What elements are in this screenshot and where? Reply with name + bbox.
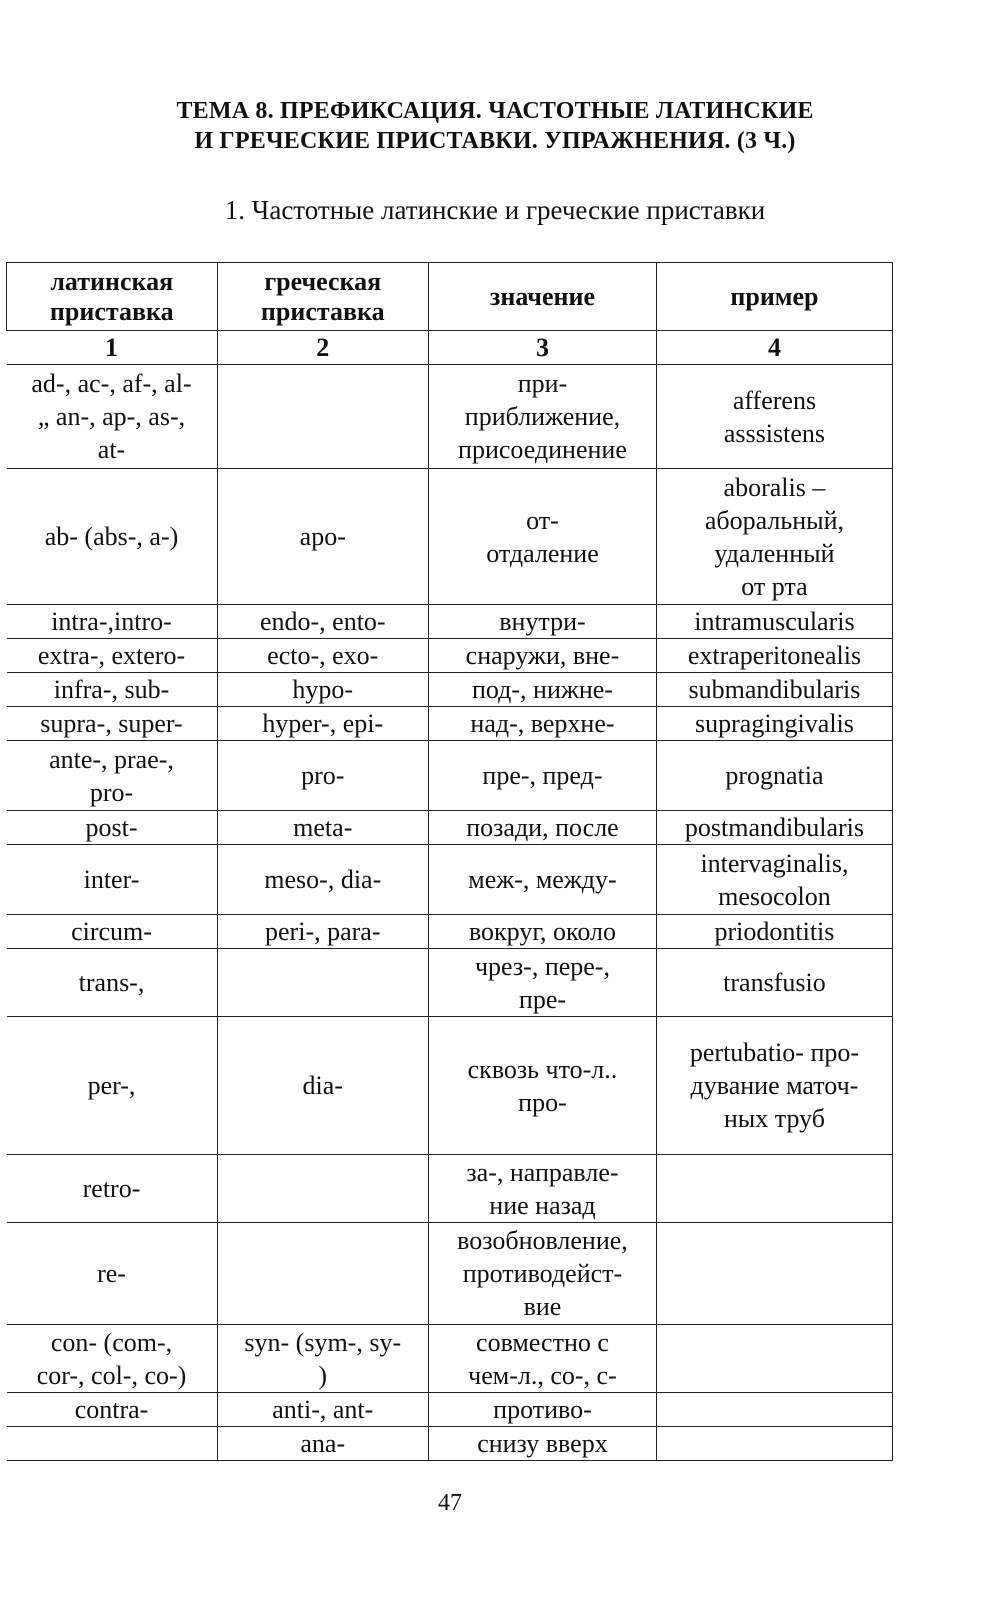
greek-prefix-cell bbox=[217, 1155, 429, 1223]
example-cell: extraperitonealis bbox=[656, 639, 892, 673]
meaning-cell: сквозь что-л.. про- bbox=[429, 1017, 657, 1155]
table-row bbox=[7, 1325, 893, 1393]
greek-prefix-cell: hyper-, epi- bbox=[217, 707, 429, 741]
meaning-cell: пре-, пред- bbox=[429, 741, 657, 811]
header-row bbox=[7, 263, 893, 331]
table-row bbox=[7, 1427, 893, 1461]
title-line-1: ТЕМА 8. ПРЕФИКСАЦИЯ. ЧАСТОТНЫЕ ЛАТИНСКИЕ bbox=[176, 98, 814, 124]
latin-prefix-cell: per-, bbox=[7, 1017, 218, 1155]
meaning-cell: при- приближение, присоединение bbox=[429, 365, 657, 469]
table-row bbox=[7, 845, 893, 915]
table-row bbox=[7, 1017, 893, 1155]
header-meaning: значение bbox=[429, 263, 657, 331]
column-number-1: 1 bbox=[7, 331, 218, 365]
greek-prefix-cell: meta- bbox=[217, 811, 429, 845]
latin-prefix-cell: trans-, bbox=[7, 949, 218, 1017]
table-row bbox=[7, 605, 893, 639]
table-row bbox=[7, 639, 893, 673]
table-row bbox=[7, 915, 893, 949]
greek-prefix-cell: anti-, ant- bbox=[217, 1393, 429, 1427]
meaning-cell: меж-, между- bbox=[429, 845, 657, 915]
meaning-cell: совместно с чем-л., со-, с- bbox=[429, 1325, 657, 1393]
column-number-3: 3 bbox=[429, 331, 657, 365]
table-row bbox=[7, 1223, 893, 1325]
table-row bbox=[7, 949, 893, 1017]
example-cell: prognatia bbox=[656, 741, 892, 811]
meaning-cell: снизу вверх bbox=[429, 1427, 657, 1461]
page-number: 47 bbox=[438, 1490, 462, 1516]
greek-prefix-cell bbox=[217, 949, 429, 1017]
column-number-2: 2 bbox=[217, 331, 429, 365]
meaning-cell: чрез-, пере-, пре- bbox=[429, 949, 657, 1017]
meaning-cell: вокруг, около bbox=[429, 915, 657, 949]
example-cell bbox=[656, 1155, 892, 1223]
meaning-cell: возобновление, противодейст- вие bbox=[429, 1223, 657, 1325]
example-cell: supragingivalis bbox=[656, 707, 892, 741]
latin-prefix-cell: extra-, extero- bbox=[7, 639, 218, 673]
latin-prefix-cell: re- bbox=[7, 1223, 218, 1325]
page-title bbox=[0, 96, 990, 156]
greek-prefix-cell: ecto-, exo- bbox=[217, 639, 429, 673]
table-row bbox=[7, 365, 893, 469]
header-greek-prefix: греческая приставка bbox=[217, 263, 429, 331]
example-cell: intervaginalis, mesocolon bbox=[656, 845, 892, 915]
column-number-4: 4 bbox=[656, 331, 892, 365]
greek-prefix-cell: dia- bbox=[217, 1017, 429, 1155]
latin-prefix-cell: retro- bbox=[7, 1155, 218, 1223]
greek-prefix-cell: meso-, dia- bbox=[217, 845, 429, 915]
example-cell bbox=[656, 1223, 892, 1325]
meaning-cell: снаружи, вне- bbox=[429, 639, 657, 673]
greek-prefix-cell: endo-, ento- bbox=[217, 605, 429, 639]
meaning-cell: позади, после bbox=[429, 811, 657, 845]
prefix-table bbox=[6, 262, 893, 1461]
example-cell: submandibularis bbox=[656, 673, 892, 707]
latin-prefix-cell: ab- (abs-, a-) bbox=[7, 469, 218, 605]
greek-prefix-cell: ana- bbox=[217, 1427, 429, 1461]
latin-prefix-cell: contra- bbox=[7, 1393, 218, 1427]
greek-prefix-cell bbox=[217, 1223, 429, 1325]
meaning-cell: над-, верхне- bbox=[429, 707, 657, 741]
example-cell: priodontitis bbox=[656, 915, 892, 949]
column-numbers-row bbox=[7, 331, 893, 365]
latin-prefix-cell: post- bbox=[7, 811, 218, 845]
greek-prefix-cell bbox=[217, 365, 429, 469]
latin-prefix-cell: intra-,intro- bbox=[7, 605, 218, 639]
latin-prefix-cell: circum- bbox=[7, 915, 218, 949]
example-cell: transfusio bbox=[656, 949, 892, 1017]
example-cell bbox=[656, 1393, 892, 1427]
table-row bbox=[7, 469, 893, 605]
latin-prefix-cell bbox=[7, 1427, 218, 1461]
meaning-cell: внутри- bbox=[429, 605, 657, 639]
example-cell bbox=[656, 1325, 892, 1393]
header-latin-prefix: латинская приставка bbox=[7, 263, 218, 331]
latin-prefix-cell: ad-, ac-, af-, al- „ an-, ap-, as-, at- bbox=[7, 365, 218, 469]
latin-prefix-cell: inter- bbox=[7, 845, 218, 915]
table-row bbox=[7, 811, 893, 845]
latin-prefix-cell: con- (com-, cor-, col-, co-) bbox=[7, 1325, 218, 1393]
greek-prefix-cell: syn- (sym-, sy- ) bbox=[217, 1325, 429, 1393]
greek-prefix-cell: hypo- bbox=[217, 673, 429, 707]
example-cell bbox=[656, 1427, 892, 1461]
title-line-2: И ГРЕЧЕСКИЕ ПРИСТАВКИ. УПРАЖНЕНИЯ. (3 Ч.) bbox=[194, 128, 796, 154]
table-row bbox=[7, 673, 893, 707]
example-cell: intramuscularis bbox=[656, 605, 892, 639]
meaning-cell: противо- bbox=[429, 1393, 657, 1427]
meaning-cell: под-, нижне- bbox=[429, 673, 657, 707]
table-row bbox=[7, 1393, 893, 1427]
meaning-cell: от- отдаление bbox=[429, 469, 657, 605]
section-subtitle: 1. Частотные латинские и греческие приставки bbox=[224, 195, 766, 225]
greek-prefix-cell: pro- bbox=[217, 741, 429, 811]
header-example: пример bbox=[656, 263, 892, 331]
example-cell: postmandibularis bbox=[656, 811, 892, 845]
example-cell: afferens asssistens bbox=[656, 365, 892, 469]
table-row bbox=[7, 1155, 893, 1223]
example-cell: pertubatio- про- дувание маточ- ных труб bbox=[656, 1017, 892, 1155]
latin-prefix-cell: supra-, super- bbox=[7, 707, 218, 741]
example-cell: aboralis – аборальный, удаленный от рта bbox=[656, 469, 892, 605]
greek-prefix-cell: apo- bbox=[217, 469, 429, 605]
table-row bbox=[7, 707, 893, 741]
meaning-cell: за-, направле- ние назад bbox=[429, 1155, 657, 1223]
table-row bbox=[7, 741, 893, 811]
latin-prefix-cell: ante-, prae-, pro- bbox=[7, 741, 218, 811]
greek-prefix-cell: peri-, para- bbox=[217, 915, 429, 949]
latin-prefix-cell: infra-, sub- bbox=[7, 673, 218, 707]
